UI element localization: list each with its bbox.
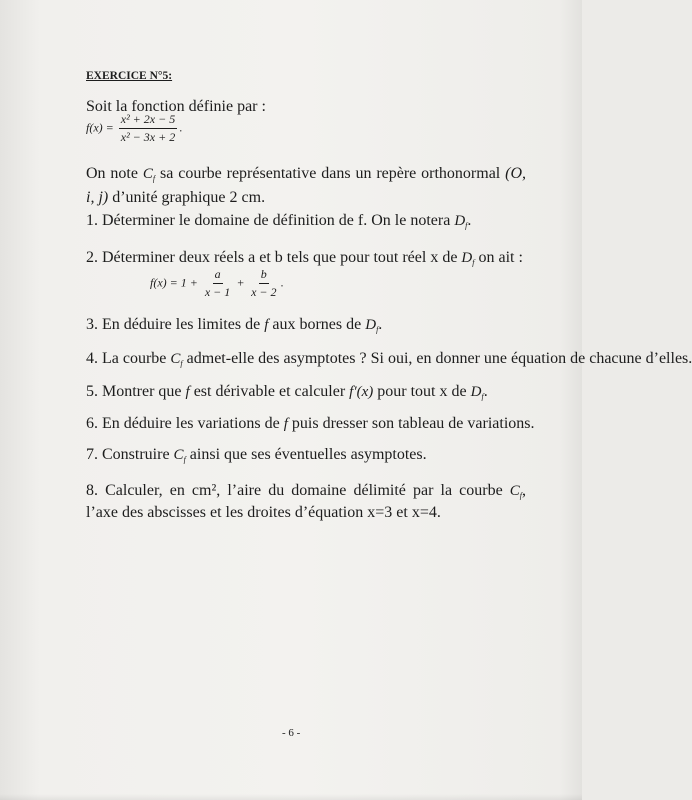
fraction-a [203,267,232,300]
question-text: Construire [102,446,170,463]
function-symbol: f [264,317,269,333]
function-symbol: f [283,416,288,432]
domain-subscript: f [465,221,468,230]
question-8 [86,482,526,521]
domain-subscript: f [481,392,484,401]
question-text: Déterminer deux réels a et b tels que pour tout réel x de [102,249,458,266]
domain-symbol: D [470,384,482,400]
question-number: 1. [86,212,98,229]
question-number: 6. [86,415,98,432]
curve-subscript: f [152,174,156,183]
function-numerator: x² + 2x − 5 [119,112,177,129]
function-lhs: f(x) = [86,120,114,135]
question-end: ainsi que ses éventuelles asymptotes. [189,446,427,463]
question-7 [86,446,427,464]
question-text: La courbe [102,350,167,367]
domain-subscript: f [376,325,379,334]
function-denominator: x² − 3x + 2 [120,130,176,144]
exercise-title: EXERCICE N°5: [86,70,173,82]
question-end: admet-elle des asymptotes ? Si oui, en donner une équation de chacune d’elles. [186,350,692,367]
question-end: . [467,212,472,229]
question-end: on ait : [478,249,523,266]
question-6 [86,415,535,433]
function-end: . [179,120,183,135]
fraction-a-denominator: x − 1 [204,285,231,299]
note-paragraph [86,164,526,207]
curve-symbol: C [142,166,153,182]
frame-symbol: (O, i, j) [86,165,527,206]
plus-sign: + [237,275,245,290]
question-end: . [378,316,383,333]
derivative-symbol: f′(x) [349,384,374,400]
fraction-b [249,267,278,300]
intro-text: Soit la fonction définie par : [86,98,266,115]
question-end: , l’axe des abscisses et les droites d’équation x=3 et x=4. [86,482,527,521]
decomposition-lhs: f(x) = 1 + [150,275,198,290]
curve-subscript: f [519,491,523,500]
decomposition-end: . [280,275,284,290]
decomposition-formula [150,267,284,300]
curve-symbol: C [170,351,181,367]
question-number: 8. [86,482,98,499]
domain-subscript: f [472,258,475,267]
fraction-b-denominator: x − 2 [251,285,277,299]
question-text: Déterminer le domaine de définition de f. On le notera [102,212,451,229]
question-end: . [483,383,488,400]
note-part1: On note [86,165,138,182]
question-text: En déduire les variations de [102,415,280,432]
domain-symbol: D [454,213,466,229]
function-symbol: f [185,384,190,400]
note-part3: d’unité graphique 2 cm. [112,189,266,206]
curve-symbol: C [509,483,520,499]
question-text-3: pour tout x de [377,383,467,400]
question-number: 5. [86,383,98,400]
curve-subscript: f [183,455,186,464]
note-part2: sa courbe représentative dans un repère orthonormal [160,165,501,182]
question-text-2: est dérivable et calculer [193,383,346,400]
curve-subscript: f [180,359,183,368]
page-shadow [0,794,582,800]
question-number: 4. [86,350,98,367]
question-number: 2. [86,249,98,266]
function-definition [86,112,182,145]
page-number: - 6 - [282,727,301,739]
fraction-b-numerator: b [259,267,269,284]
question-4 [86,350,692,368]
curve-symbol: C [173,447,184,463]
question-2 [86,249,523,267]
function-fraction [119,112,177,145]
domain-symbol: D [365,317,377,333]
domain-symbol: D [461,250,473,266]
question-1 [86,212,471,230]
question-3 [86,316,382,334]
question-number: 3. [86,316,98,333]
fraction-a-numerator: a [213,267,223,284]
question-5 [86,383,488,401]
question-text: Calculer, en cm², l’aire du domaine délimité par la courbe [105,482,503,499]
question-text: En déduire les limites de [102,316,261,333]
question-text-2: aux bornes de [272,316,362,333]
question-end: puis dresser son tableau de variations. [291,415,535,432]
question-number: 7. [86,446,98,463]
question-text: Montrer que [102,383,182,400]
